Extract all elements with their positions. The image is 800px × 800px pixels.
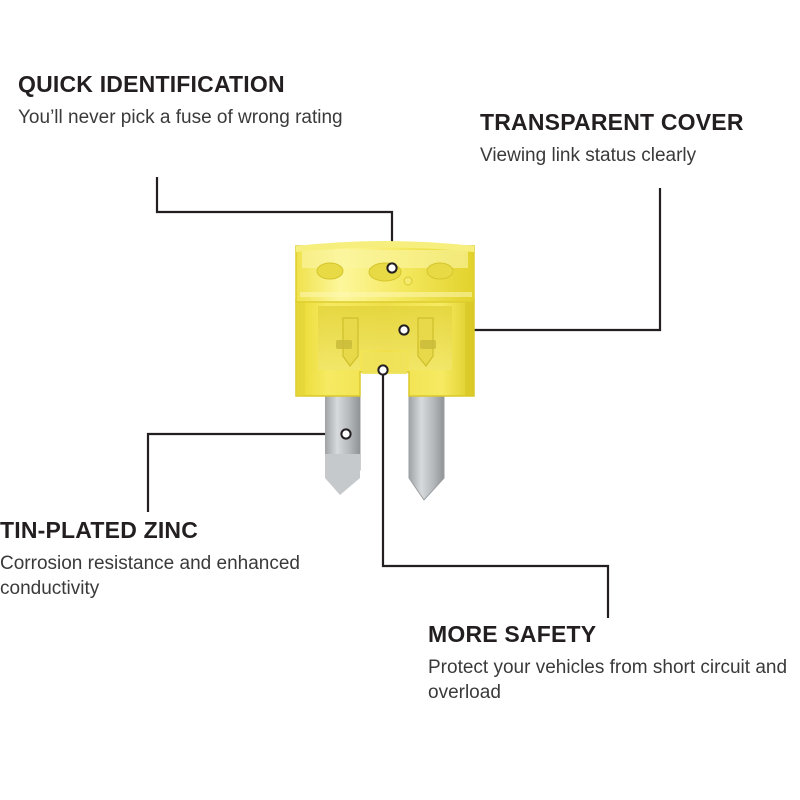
callout-transparent-cover bbox=[480, 110, 800, 169]
leader-line-tin-plated-zinc bbox=[148, 434, 346, 512]
callout-more-safety bbox=[428, 622, 788, 705]
callout-desc-quick-identification: You’ll never pick a fuse of wrong rating bbox=[18, 107, 343, 129]
callout-title-transparent-cover: TRANSPARENT COVER bbox=[480, 109, 744, 135]
callout-desc-tin-plated-zinc: Corrosion resistance and enhanced conductivity bbox=[0, 553, 300, 599]
callout-desc-more-safety: Protect your vehicles from short circuit and overload bbox=[428, 657, 788, 703]
callout-title-quick-identification: QUICK IDENTIFICATION bbox=[18, 71, 285, 97]
callout-tin-plated-zinc bbox=[0, 518, 320, 601]
callout-title-more-safety: MORE SAFETY bbox=[428, 621, 597, 647]
callout-quick-identification bbox=[18, 72, 378, 131]
fuse-terminals bbox=[325, 392, 444, 500]
callout-title-tin-plated-zinc: TIN-PLATED ZINC bbox=[0, 517, 199, 543]
callout-desc-transparent-cover: Viewing link status clearly bbox=[480, 145, 697, 167]
